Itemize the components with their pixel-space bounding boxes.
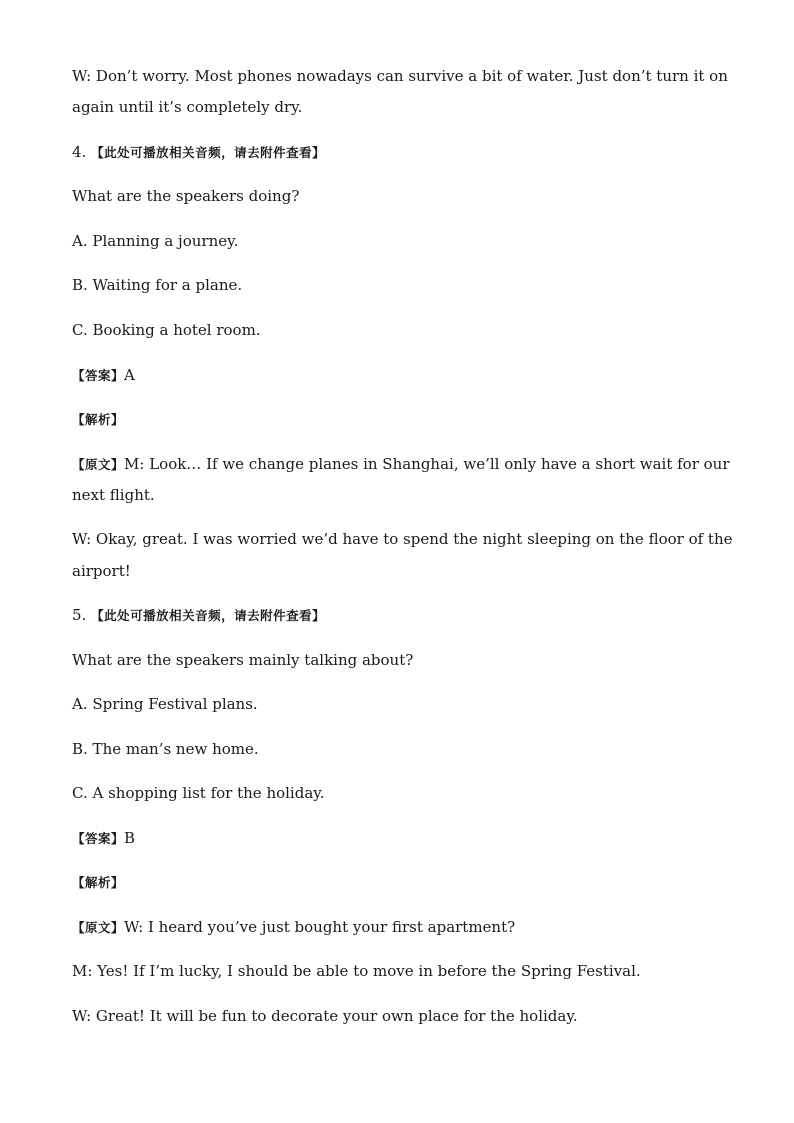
option-c: C. Booking a hotel room.: [72, 321, 261, 339]
analysis-label: [72, 872, 724, 893]
question-5-header: [72, 605, 724, 626]
question-5-text: What are the speakers mainly talking about?: [72, 651, 414, 669]
analysis-label-text: 【解析】: [72, 412, 125, 427]
transcript-line: [72, 917, 724, 938]
transcript-text: W: I heard you’ve just bought your first apartment?: [124, 918, 516, 936]
option-a: A. Spring Festival plans.: [72, 695, 258, 713]
answer-label: 【答案】: [72, 831, 125, 846]
transcript-line: W: Great! It will be fun to decorate your own place for the holiday.: [72, 1007, 578, 1025]
option-c: C. A shopping list for the holiday.: [72, 784, 325, 802]
analysis-label-text: 【解析】: [72, 875, 125, 890]
question-4-header: [72, 142, 724, 163]
answer-label: 【答案】: [72, 368, 125, 383]
original-label: 【原文】: [72, 457, 125, 472]
dialogue-line: W: Don’t worry. Most phones nowadays can survive a bit of water. Just don’t turn it on: [72, 67, 728, 85]
dialogue-line: again until it’s completely dry.: [72, 98, 303, 116]
question-number: 4.: [72, 143, 92, 161]
transcript-line: [72, 454, 730, 475]
transcript-text: M: Look… If we change planes in Shanghai, we’ll only have a short wait for our: [124, 455, 730, 473]
transcript-line: W: Okay, great. I was worried we’d have to spend the night sleeping on the floor of the: [72, 530, 733, 548]
transcript-line: M: Yes! If I’m lucky, I should be able to move in before the Spring Festival.: [72, 962, 641, 980]
transcript-line: next flight.: [72, 486, 155, 504]
question-4-text: What are the speakers doing?: [72, 187, 300, 205]
option-b: B. The man’s new home.: [72, 740, 259, 758]
answer-value: A: [124, 366, 135, 384]
question-number: 5.: [72, 606, 92, 624]
original-label: 【原文】: [72, 920, 125, 935]
audio-note: 【此处可播放相关音频，请去附件查看】: [91, 608, 326, 623]
answer-line: [72, 828, 724, 849]
answer-line: [72, 365, 724, 386]
option-a: A. Planning a journey.: [72, 232, 239, 250]
analysis-label: [72, 409, 724, 430]
transcript-line: airport!: [72, 562, 131, 580]
answer-value: B: [124, 829, 136, 847]
option-b: B. Waiting for a plane.: [72, 276, 243, 294]
audio-note: 【此处可播放相关音频，请去附件查看】: [91, 145, 326, 160]
